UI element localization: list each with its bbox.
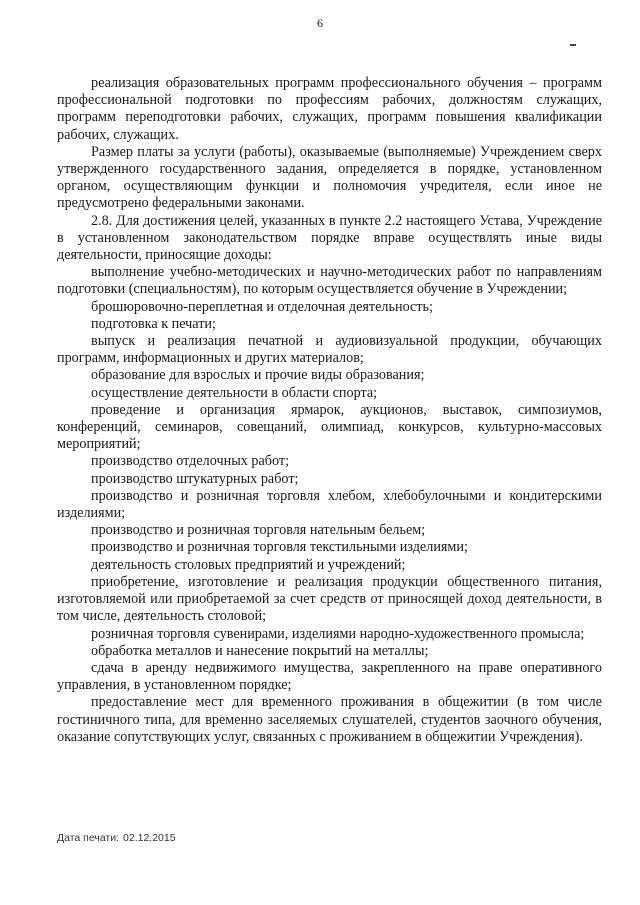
print-date-value: 02.12.2015: [123, 832, 176, 844]
paragraph: Размер платы за услуги (работы), оказываемые (выполняемые) Учреждением сверх утвержденного государственного задания, определяется в порядке, установленном органом, осуществляющим функции и полномочия учредителя, если иное не предусмотрено федеральными законами.: [57, 143, 602, 212]
paragraph: реализация образовательных программ профессионального обучения – программ профессиональной подготовки по профессиям рабочих, должностям служащих, программ переподготовки рабочих, служащих, программ повышения квалификации рабочих, служащих.: [57, 75, 602, 143]
scan-mark: [570, 44, 576, 46]
print-date-label: Дата печати:: [57, 832, 120, 844]
paragraph: предоставление мест для временного проживания в общежитии (в том числе гостиничного типа, для временно заселяемых слушателей, студентов заочного обучения, оказание сопутствующих услуг, связанных с проживанием в общежитии Учреждения).: [57, 694, 602, 745]
paragraph: брошюровочно-переплетная и отделочная деятельность;: [91, 298, 433, 315]
document-body: [57, 75, 602, 746]
paragraph: приобретение, изготовление и реализация продукции общественного питания, изготовляемой или приобретаемой за счет средств от приносящей доход деятельности, в том числе, деятельность столовой;: [57, 573, 602, 625]
paragraph: осуществление деятельности в области спорта;: [91, 384, 378, 401]
paragraph: производство и розничная торговля текстильными изделиями;: [91, 539, 468, 556]
paragraph: производство отделочных работ;: [91, 453, 290, 470]
paragraph: подготовка к печати;: [91, 315, 216, 332]
paragraph: деятельность столовых предприятий и учреждений;: [91, 556, 406, 573]
paragraph: обработка металлов и нанесение покрытий на металлы;: [91, 642, 429, 659]
paragraph: выпуск и реализация печатной и аудиовизуальной продукции, обучающих программ, информационных и других материалов;: [57, 333, 602, 367]
print-date: [57, 832, 180, 844]
page-number: 6: [317, 16, 323, 30]
paragraph: производство и розничная торговля нательным бельем;: [91, 522, 426, 539]
paragraph: проведение и организация ярмарок, аукционов, выставок, симпозиумов, конференций, семинаров, совещаний, олимпиад, конкурсов, культурно-массовых мероприятий;: [57, 401, 602, 453]
paragraph: розничная торговля сувенирами, изделиями народно-художественного промысла;: [91, 625, 585, 642]
paragraph: выполнение учебно-методических и научно-методических работ по направлениям подготовки (специальностям), по которым осуществляется обучение в Учреждении;: [57, 264, 602, 298]
paragraph: 2.8. Для достижения целей, указанных в пункте 2.2 настоящего Устава, Учреждение в установленном законодательством порядке вправе осуществлять иные виды деятельности, приносящие доходы:: [57, 212, 602, 264]
paragraph: производство штукатурных работ;: [91, 470, 299, 487]
paragraph: сдача в аренду недвижимого имущества, закрепленного на праве оперативного управления, в установленном порядке;: [57, 659, 602, 694]
paragraph: производство и розничная торговля хлебом, хлебобулочными и кондитерскими изделиями;: [57, 487, 602, 522]
paragraph: образование для взрослых и прочие виды образования;: [91, 367, 425, 384]
